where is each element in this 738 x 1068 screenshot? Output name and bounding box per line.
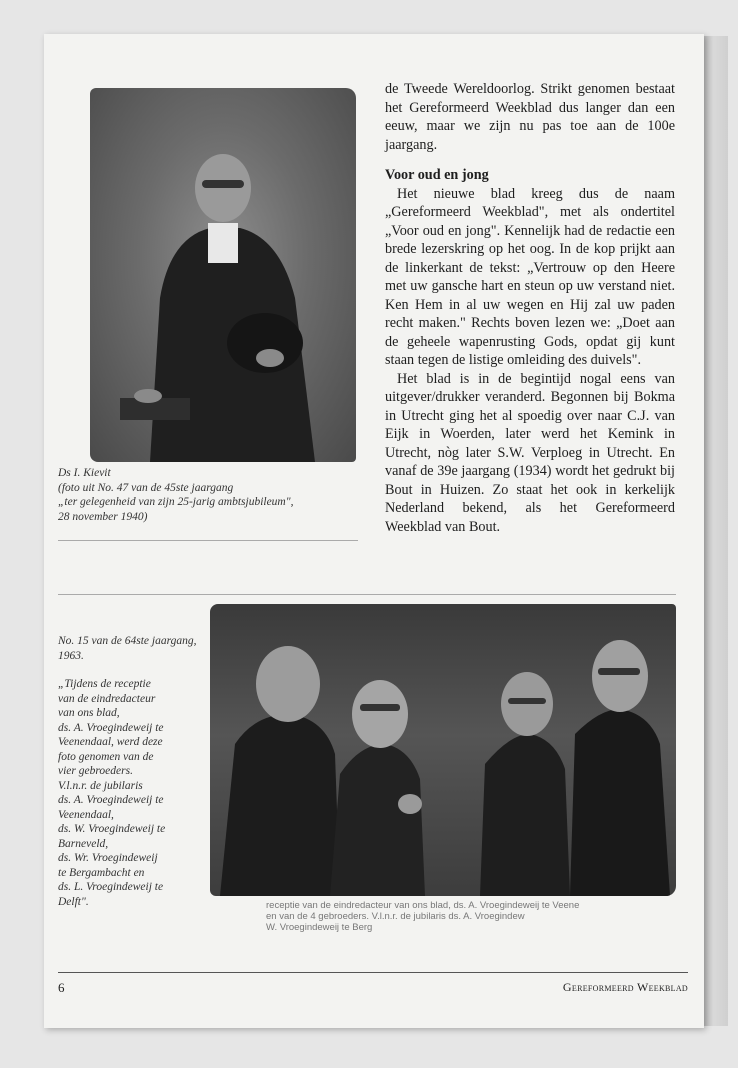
caption-body: [58, 677, 208, 909]
article-paragraph: de Tweede Wereldoorlog. Strikt genomen bestaat het Gereformeerd Weekblad dus langer dan een eeuw, maar we zijn nu pas toe aan de 100e jaargang.: [385, 81, 675, 153]
publication-title: Gereformeerd Weekblad: [562, 980, 688, 994]
caption-line: ds. A. Vroegindeweij te: [58, 794, 164, 806]
magazine-page: [44, 34, 704, 1028]
caption-line: Veenendaal,: [58, 808, 114, 821]
caption-line: „ter gelegenheid van zijn 25-jarig ambtsjubileum",: [58, 496, 294, 508]
caption-issue: No. 15 van de 64ste jaargang, 1963.: [58, 635, 197, 662]
subcaption-line: receptie van de eindredacteur van ons blad, ds. A. Vroegindeweij te Veene: [266, 900, 580, 911]
portrait-photo: [90, 88, 356, 462]
caption-line: ds. L. Vroegindeweij te: [58, 881, 164, 893]
subcaption-line: en van de 4 gebroeders. V.l.n.r. de jubilaris ds. A. Vroegindew: [266, 911, 525, 922]
page-number: 6: [58, 980, 65, 995]
caption-line: V.l.n.r. de jubilaris: [58, 779, 143, 792]
caption-line: vier gebroeders.: [58, 765, 133, 777]
page-edge: [704, 36, 728, 1026]
caption-line: Barneveld,: [58, 837, 109, 850]
caption-line: ds. W. Vroegindeweij te: [58, 823, 166, 835]
article-column: [385, 80, 675, 536]
group-photo-caption: [58, 634, 208, 909]
caption-line: Ds I. Kievit: [58, 467, 111, 479]
section-divider: [58, 594, 676, 595]
photo-subcaption: [266, 900, 686, 933]
caption-line: 28 november 1940): [58, 510, 148, 523]
caption-line: van ons blad,: [58, 707, 120, 719]
group-figures: [210, 604, 676, 896]
section-heading: Voor oud en jong: [385, 167, 489, 183]
footer-divider: [58, 972, 688, 973]
group-photo: [210, 604, 676, 896]
portrait-figure: [90, 88, 356, 462]
caption-line: te Bergambacht en: [58, 866, 145, 879]
caption-line: Delft".: [58, 895, 89, 908]
caption-line: ds. A. Vroegindeweij te: [58, 721, 164, 734]
caption-line: (foto uit No. 47 van de 45ste jaargang: [58, 481, 234, 494]
caption-divider: [58, 540, 358, 541]
caption-line: ds. Wr. Vroegindeweij: [58, 852, 158, 864]
article-paragraph: Het blad is in de begintijd nogal eens van uitgever/drukker veranderd. Begonnen bij Bokma in Utrecht ging het al spoedig over naar C.J. van Eijk in Woerden, later werd het Kemink in Utrecht, nòg later S.W. Verploeg in Utrecht. En vanaf de 39e jaargang (1934) wordt het gedrukt bij Bout in Huizen. Zo staat het ook in kerkelijk Nederland bekend, als het Gereformeerd Weekblad van Bout.: [385, 370, 675, 535]
caption-line: van de eindredacteur: [58, 692, 156, 705]
article-paragraph: Het nieuwe blad kreeg dus de naam „Gereformeerd Weekblad", met als ondertitel „Voor oud en jong". Kennelijk had de redactie een brede lezerskring op het oog. In de kop prijkt aan de linkerkant de tekst: „Vertrouw op den Heere met uw gansche hart en steun op uw verstand niet. Ken Hem in al uw wegen en Hij zal uw paden recht maken." Rechts boven lezen we: „Doet aan de geheele wapenrusting Gods, opdat gij kunt staan tegen de listige omleiding des duivels".: [385, 185, 675, 368]
subcaption-line: W. Vroegindeweij te Berg: [266, 922, 373, 933]
caption-line: foto genomen van de: [58, 750, 154, 763]
portrait-caption: [58, 466, 358, 524]
caption-line: „Tijdens de receptie: [58, 678, 151, 690]
caption-line: Veenendaal, werd deze: [58, 736, 163, 748]
